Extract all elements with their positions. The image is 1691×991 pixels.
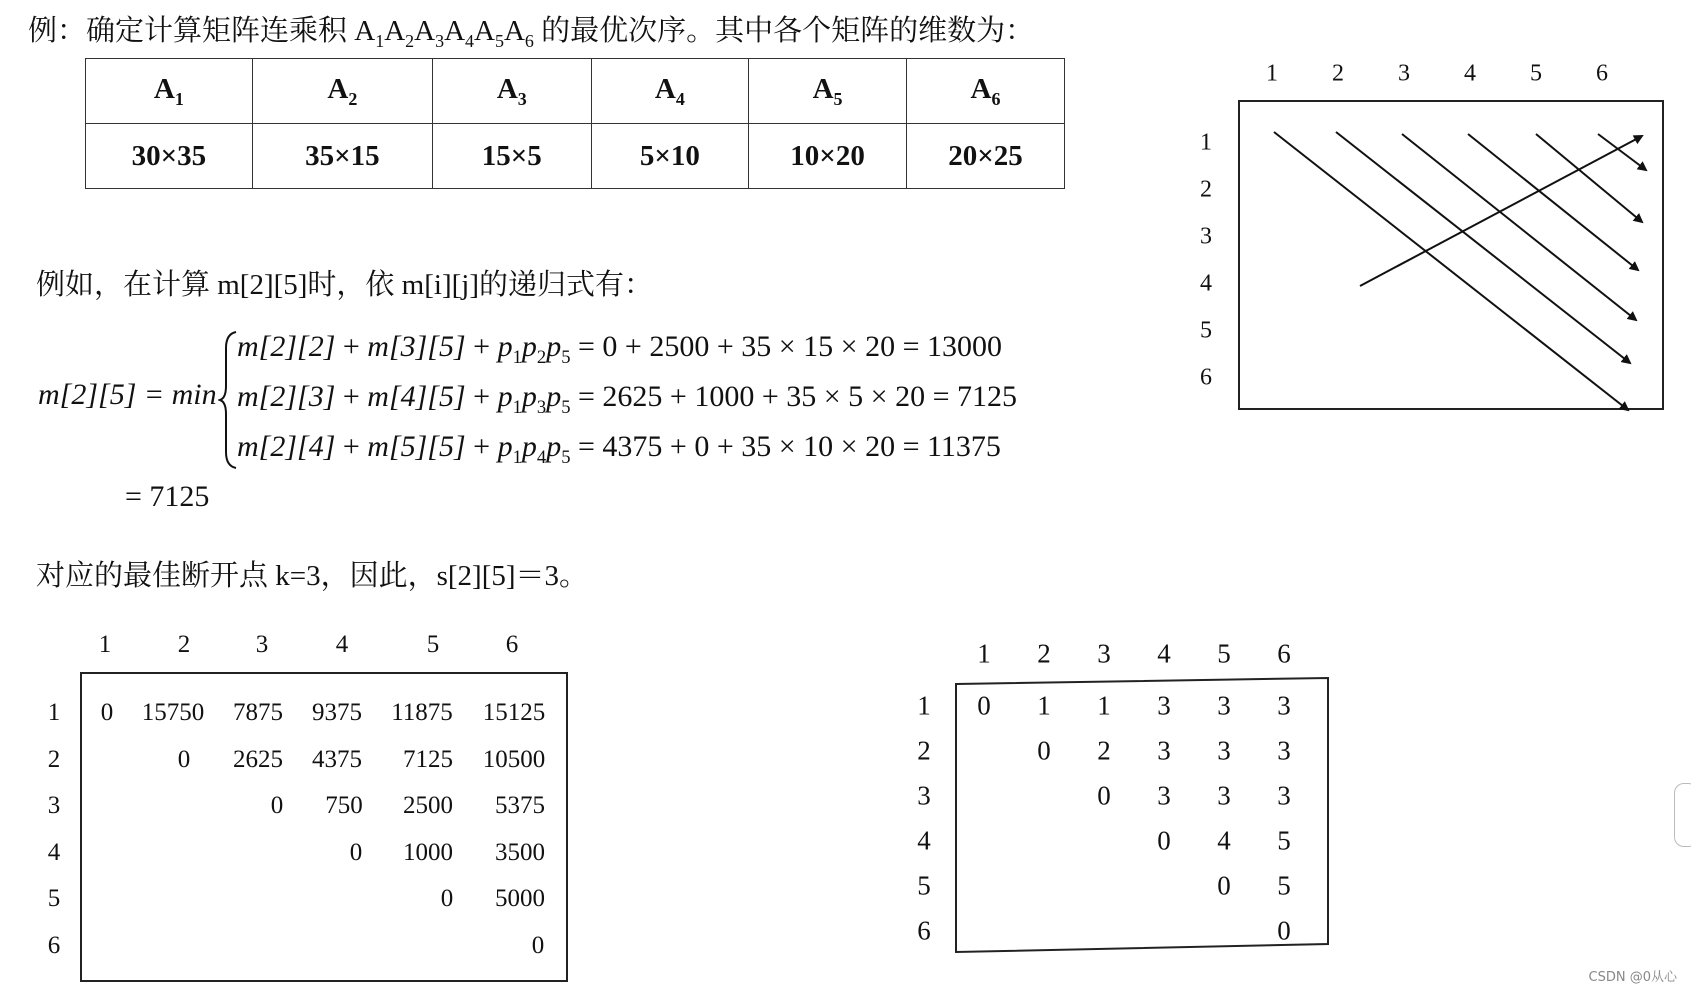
m-row-label: 4	[47, 839, 61, 866]
m-cell: 0	[270, 792, 284, 819]
m-cell: 2625	[233, 746, 283, 773]
m-col-label: 5	[426, 631, 440, 658]
m-row-label: 5	[47, 885, 61, 912]
s-col-label: 3	[1097, 638, 1111, 669]
m-cell: 1000	[403, 839, 453, 866]
diagram-frame	[1238, 98, 1666, 413]
formula-case-2: $m[2][3] + m[4][5] + p_1p_3p_5 = 2625 + 1000 + 35 \times 5 \times 20 = 7125$	[237, 380, 1017, 418]
diagram-col-label: 2	[1332, 60, 1344, 87]
formula-lhs: m[2][5] = min	[38, 378, 217, 411]
m-col-label: 3	[255, 631, 269, 658]
m-col-label: 6	[505, 631, 519, 658]
s-col-label: 4	[1157, 638, 1171, 669]
m-cell: 0	[349, 839, 363, 866]
m-cell: 10500	[482, 746, 546, 773]
s-cell: 3	[1157, 690, 1171, 721]
dimensions-header-row	[86, 59, 1065, 124]
m-cell: 5375	[495, 792, 545, 819]
diagram-border	[1239, 101, 1663, 409]
m-cell: 15750	[141, 699, 205, 726]
diagram-col-label: 4	[1464, 60, 1476, 87]
m-cell: 2500	[403, 792, 453, 819]
s-cell: 0	[1217, 870, 1231, 901]
s-col-label: 5	[1217, 638, 1231, 669]
m-cell: 4375	[312, 746, 362, 773]
s-cell: 3	[1217, 690, 1231, 721]
s-col-label: 1	[977, 638, 991, 669]
diagram-col-label: 1	[1266, 60, 1278, 87]
s-cell: 3	[1217, 735, 1231, 766]
s-table-frame	[950, 674, 1332, 956]
s-cell: 0	[1157, 825, 1171, 856]
conclusion-line: 对应的最佳断开点 k=3，因此，s[2][5]＝3。	[36, 560, 589, 592]
matrix-dimension: 5×10	[591, 124, 749, 189]
m-cell: 0	[100, 699, 114, 726]
diagonal-arrow	[1536, 134, 1642, 222]
diagram-row-label: 3	[1200, 223, 1212, 250]
s-cell: 3	[1217, 780, 1231, 811]
m-cell: 0	[440, 885, 454, 912]
m-row-label: 6	[47, 932, 61, 959]
m-cell: 0	[531, 932, 545, 959]
s-col-label: 2	[1037, 638, 1051, 669]
diagram-row-label: 6	[1200, 364, 1212, 391]
m-cell: 5000	[495, 885, 545, 912]
s-row-label: 6	[917, 915, 931, 946]
matrix-header: $A_2$	[252, 59, 432, 124]
m-cell: 15125	[482, 699, 546, 726]
m-cell: 7125	[403, 746, 453, 773]
matrix-header: $A_6$	[907, 59, 1065, 124]
m-col-label: 4	[335, 631, 349, 658]
s-cell: 3	[1277, 780, 1291, 811]
matrix-header: $A_3$	[433, 59, 592, 124]
watermark: CSDN @0从心	[1588, 970, 1677, 985]
diagonal-arrow	[1468, 134, 1638, 270]
s-cell: 0	[977, 690, 991, 721]
intro-line: 例：确定计算矩阵连乘积 $A_1A_2A_3A_4A_5A_6$ 的最优次序。其中各个矩阵的维数为：	[28, 15, 1035, 51]
diagram-col-label: 6	[1596, 60, 1608, 87]
s-row-label: 3	[917, 780, 931, 811]
s-cell: 3	[1277, 690, 1291, 721]
traceback-arrow	[1360, 136, 1642, 286]
diagonal-arrow	[1598, 134, 1646, 170]
m-col-label: 2	[177, 631, 191, 658]
dimensions-value-row	[86, 124, 1065, 189]
diagram-col-label: 3	[1398, 60, 1410, 87]
m-cell: 7875	[233, 699, 283, 726]
s-cell: 0	[1097, 780, 1111, 811]
s-cell: 5	[1277, 825, 1291, 856]
s-cell: 1	[1037, 690, 1051, 721]
matrix-header: $A_5$	[749, 59, 907, 124]
diagonal-arrow	[1402, 134, 1636, 320]
s-cell: 3	[1157, 735, 1171, 766]
s-cell: 3	[1277, 735, 1291, 766]
s-cell: 1	[1097, 690, 1111, 721]
m-cell: 0	[177, 746, 191, 773]
s-cell: 4	[1217, 825, 1231, 856]
matrix-dimension: 15×5	[433, 124, 592, 189]
s-col-label: 6	[1277, 638, 1291, 669]
matrix-chain: $A_1A_2A_3A_4A_5A_6$	[354, 15, 534, 51]
m-cell: 9375	[312, 699, 362, 726]
s-row-label: 4	[917, 825, 931, 856]
matrix-header: $A_4$	[591, 59, 749, 124]
m-row-label: 2	[47, 746, 61, 773]
formula-result: = 7125	[125, 480, 210, 513]
s-cell: 5	[1277, 870, 1291, 901]
diagram-row-label: 1	[1200, 129, 1212, 156]
diagram-row-label: 5	[1200, 317, 1212, 344]
m-cell: 750	[325, 792, 363, 819]
matrix-dimension: 30×35	[86, 124, 253, 189]
s-cell: 0	[1277, 915, 1291, 946]
s-cell: 3	[1157, 780, 1171, 811]
m-col-label: 1	[98, 631, 112, 658]
dimensions-table	[85, 58, 1065, 189]
s-row-label: 2	[917, 735, 931, 766]
diagram-row-label: 2	[1200, 176, 1212, 203]
m-row-label: 3	[47, 792, 61, 819]
matrix-dimension: 20×25	[907, 124, 1065, 189]
m-cell: 11875	[391, 699, 453, 726]
s-row-label: 5	[917, 870, 931, 901]
diagram-row-label: 4	[1200, 270, 1212, 297]
example-line: 例如，在计算 m[2][5]时，依 m[i][j]的递归式有：	[36, 269, 653, 301]
m-cell: 3500	[495, 839, 545, 866]
s-cell: 0	[1037, 735, 1051, 766]
matrix-dimension: 10×20	[749, 124, 907, 189]
matrix-dimension: 35×15	[252, 124, 432, 189]
diagram-col-label: 5	[1530, 60, 1542, 87]
s-row-label: 1	[917, 690, 931, 721]
formula-case-1: $m[2][2] + m[3][5] + p_1p_2p_5 = 0 + 2500 + 35 \times 15 \times 20 = 13000$	[237, 330, 1002, 368]
m-row-label: 1	[47, 699, 61, 726]
matrix-header: $A_1$	[86, 59, 253, 124]
formula-case-3: $m[2][4] + m[5][5] + p_1p_4p_5 = 4375 + 0 + 35 \times 10 \times 20 = 11375$	[237, 430, 1001, 468]
side-scroll-handle[interactable]	[1674, 783, 1691, 847]
s-cell: 2	[1097, 735, 1111, 766]
